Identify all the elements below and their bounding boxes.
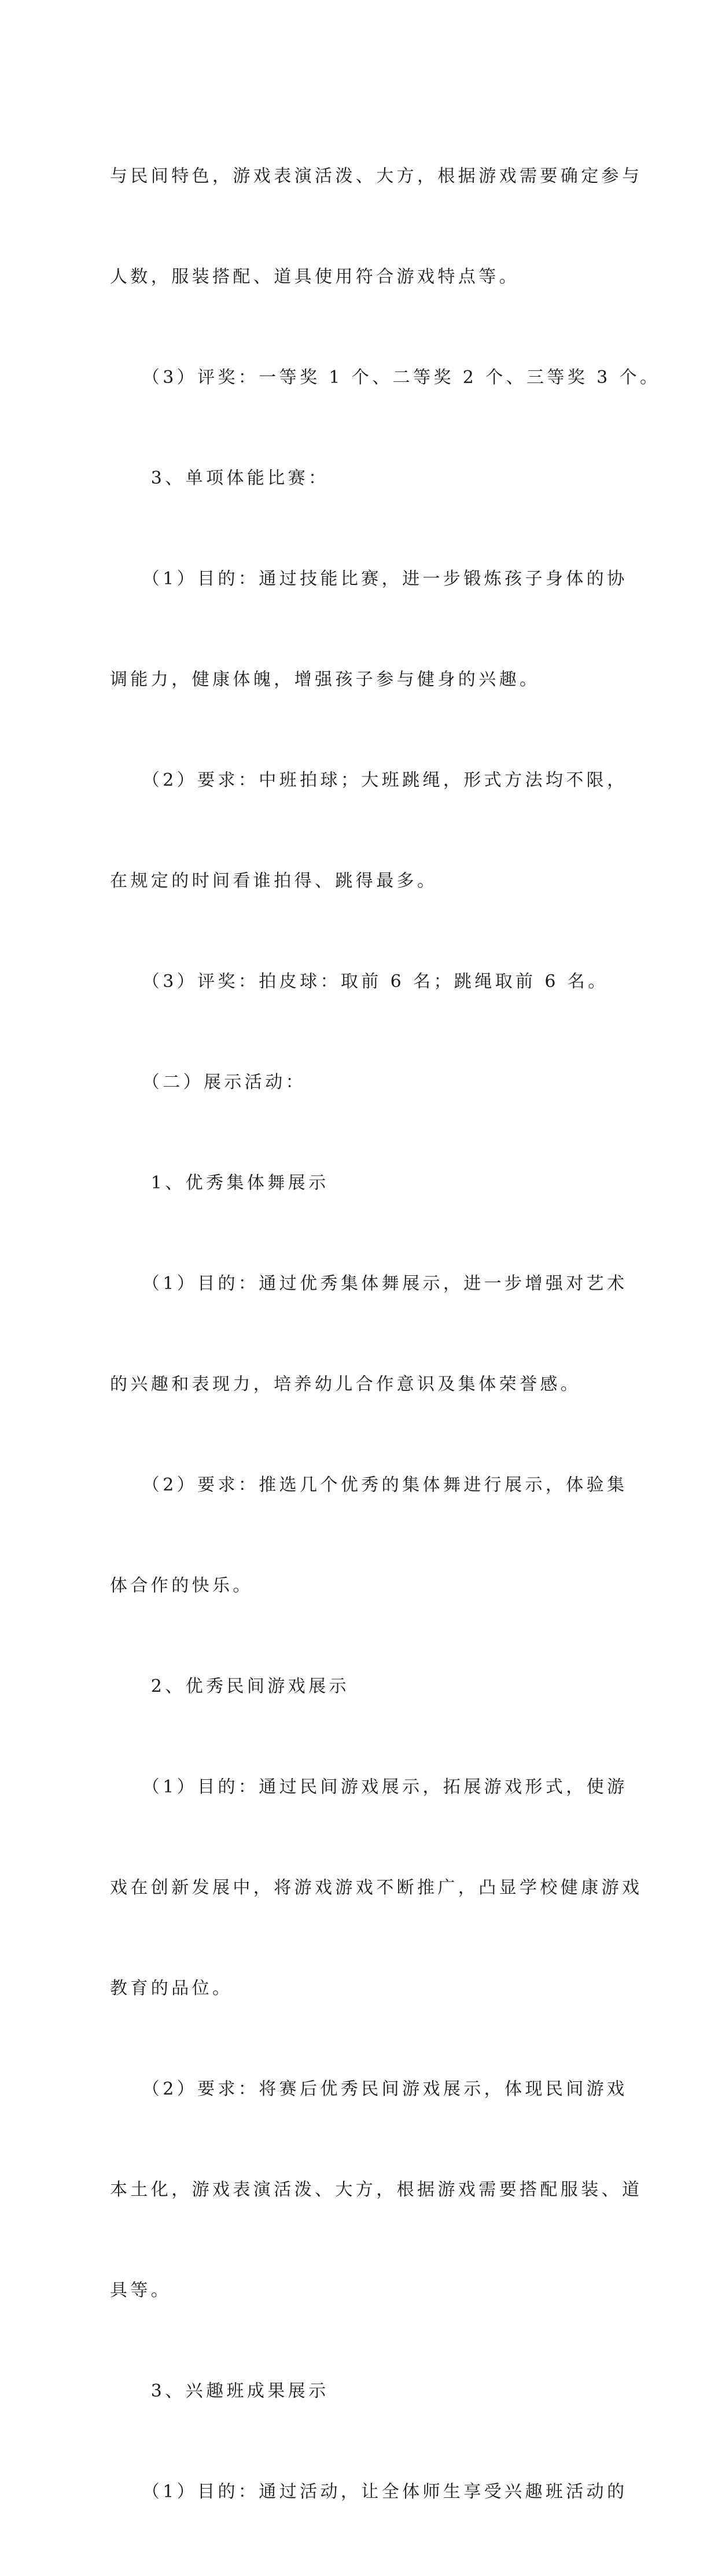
text-line: 具等。	[110, 2280, 172, 2301]
text-line: （1）目的：通过活动，让全体师生享受兴趣班活动的	[110, 2482, 628, 2502]
text-line: （3）评奖：一等奖 1 个、二等奖 2 个、三等奖 3 个。	[110, 367, 661, 388]
text-line: 人数，服装搭配、道具使用符合游戏特点等。	[110, 267, 520, 287]
text-line: （1）目的：通过民间游戏展示，拓展游戏形式，使游	[110, 1777, 628, 1797]
text-line: （2）要求：推选几个优秀的集体舞进行展示，体验集	[110, 1475, 628, 1495]
body-text	[110, 93, 661, 2576]
text-line: 在规定的时间看谁拍得、跳得最多。	[110, 871, 438, 891]
text-line: （2）要求：中班拍球；大班跳绳，形式方法均不限，	[110, 770, 628, 790]
text-line: 3、兴趣班成果展示	[110, 2381, 329, 2401]
text-line: （1）目的：通过技能比赛，进一步锻炼孩子身体的协	[110, 569, 628, 589]
text-lines	[110, 93, 661, 2576]
text-line: （2）要求：将赛后优秀民间游戏展示，体现民间游戏	[110, 2079, 628, 2099]
text-line: 体合作的快乐。	[110, 1576, 253, 1596]
text-line: 本土化，游戏表演活泼、大方，根据游戏需要搭配服装、道	[110, 2180, 643, 2200]
text-line: 的兴趣和表现力，培养幼儿合作意识及集体荣誉感。	[110, 1374, 581, 1394]
text-line: 2、优秀民间游戏展示	[110, 1676, 349, 1697]
text-line: 3、单项体能比赛：	[110, 468, 329, 488]
text-line: 与民间特色，游戏表演活泼、大方，根据游戏需要确定参与	[110, 166, 643, 186]
text-line: 调能力，健康体魄，增强孩子参与健身的兴趣。	[110, 669, 540, 690]
text-line: 教育的品位。	[110, 1978, 233, 1999]
text-line: （二）展示活动：	[110, 1072, 306, 1092]
text-line: 1、优秀集体舞展示	[110, 1173, 329, 1193]
text-line: 戏在创新发展中，将游戏游戏不断推广，凸显学校健康游戏	[110, 1878, 643, 1898]
text-line: （1）目的：通过优秀集体舞展示，进一步增强对艺术	[110, 1274, 628, 1294]
text-line: （3）评奖：拍皮球：取前 6 名；跳绳取前 6 名。	[110, 971, 609, 992]
